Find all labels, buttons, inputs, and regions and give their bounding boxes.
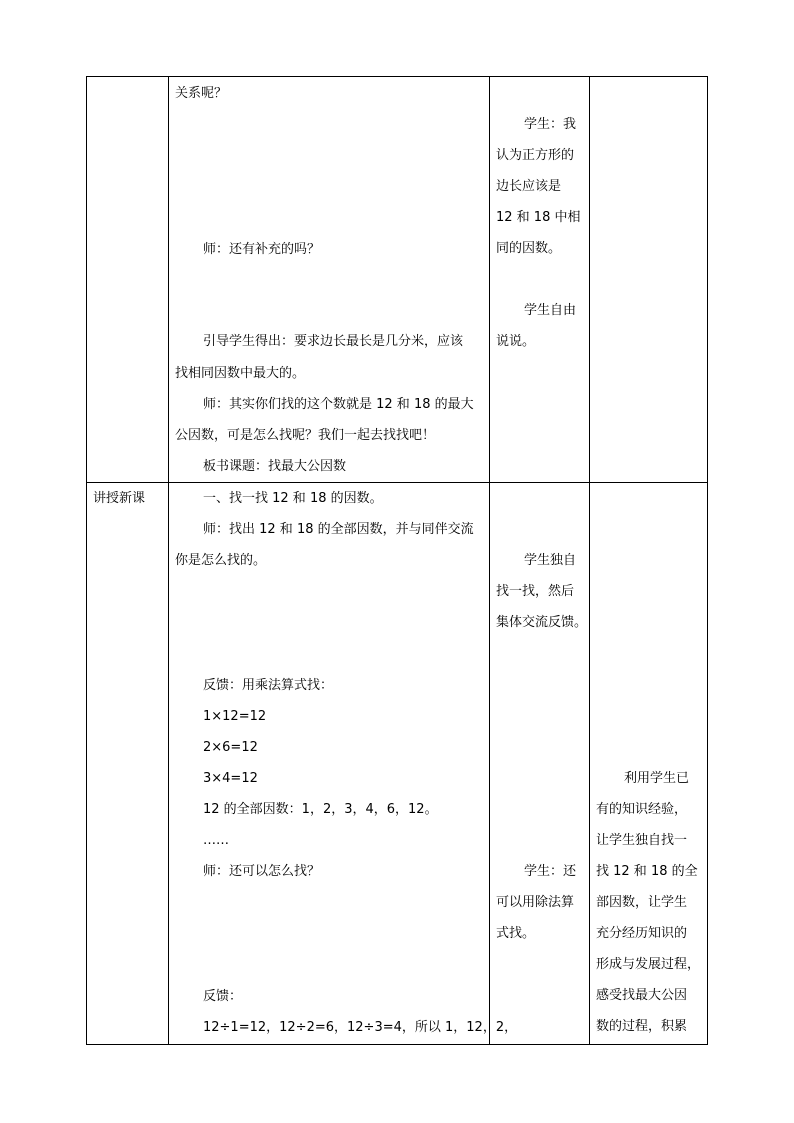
row2-main-line: 3×4=12 [203, 771, 258, 786]
row2-intent-line: 形成与发展过程， [596, 957, 701, 972]
row1-student-line: 12 和 18 中相 [496, 210, 581, 225]
table-top-border [86, 76, 708, 77]
table-col-divider-1 [168, 76, 169, 1045]
row1-main-line: 师：其实你们找的这个数就是 12 和 18 的最大 [203, 397, 474, 412]
row2-intent-line: 找 12 和 18 的全 [596, 864, 698, 879]
row2-main-line: 2×6=12 [203, 740, 258, 755]
row2-student-line: 式找。 [496, 926, 536, 941]
row2-intent-line: 利用学生已 [624, 771, 690, 786]
row1-main-line: 找相同因数中最大的。 [175, 366, 306, 381]
row2-intent-line: 部因数，让学生 [596, 895, 688, 910]
table-row-divider [86, 482, 708, 483]
section-label: 讲授新课 [93, 491, 146, 506]
row2-main-line: 12 的全部因数：1，2，3，4，6，12。 [203, 802, 438, 817]
table-col-divider-2 [489, 76, 490, 1045]
table-col-divider-3 [589, 76, 590, 1045]
row2-intent-line: 数的过程，积累 [596, 1019, 688, 1034]
row2-intent-line: 充分经历知识的 [596, 926, 688, 941]
row2-student-line: 学生独自 [524, 553, 577, 568]
row2-main-line: 你是怎么找的。 [175, 553, 267, 568]
row1-student-line: 认为正方形的 [496, 148, 575, 163]
row2-main-line: 反馈： [203, 989, 243, 1004]
table-right-border [707, 76, 708, 1045]
row1-student-line: 同的因数。 [496, 241, 562, 256]
row1-student-line: 说说。 [496, 334, 536, 349]
row1-main-line: 板书课题：找最大公因数 [203, 459, 347, 474]
table-left-border [86, 76, 87, 1045]
row2-student-line: 找一找，然后 [496, 584, 575, 599]
row1-main-line: 引导学生得出：要求边长最长是几分米，应该 [203, 334, 464, 349]
row2-main-line: 一、找一找 12 和 18 的因数。 [203, 491, 383, 506]
row2-student-line: 学生：还 [524, 864, 577, 879]
row2-student-line: 集体交流反馈。 [496, 615, 588, 630]
row2-intent-line: 感受找最大公因 [596, 988, 688, 1003]
row1-main-line: 公因数，可是怎么找呢？我们一起去找找吧！ [175, 428, 436, 443]
row1-student-line: 学生：我 [524, 117, 577, 132]
row2-intent-line: 有的知识经验， [596, 802, 688, 817]
table-bottom-border [86, 1044, 708, 1045]
row2-student-line: 可以用除法算 [496, 895, 575, 910]
row2-intent-line: 让学生独自找一 [596, 833, 688, 848]
row2-main-line: …… [203, 833, 229, 848]
row2-main-line: 1×12=12 [203, 709, 267, 724]
row1-main-line: 师：还有补充的吗？ [203, 242, 321, 257]
row2-main-line: 反馈：用乘法算式找： [203, 678, 334, 693]
row1-main-line: 关系呢？ [175, 86, 228, 101]
row1-student-line: 学生自由 [524, 303, 577, 318]
row2-main-line: 师：找出 12 和 18 的全部因数，并与同伴交流 [203, 522, 474, 537]
row1-student-line: 边长应该是 [496, 179, 562, 194]
row2-main-line: 师：还可以怎么找？ [203, 864, 321, 879]
row2-main-line: 12÷1=12，12÷2=6，12÷3=4，所以 1，12，2， [203, 1020, 518, 1035]
